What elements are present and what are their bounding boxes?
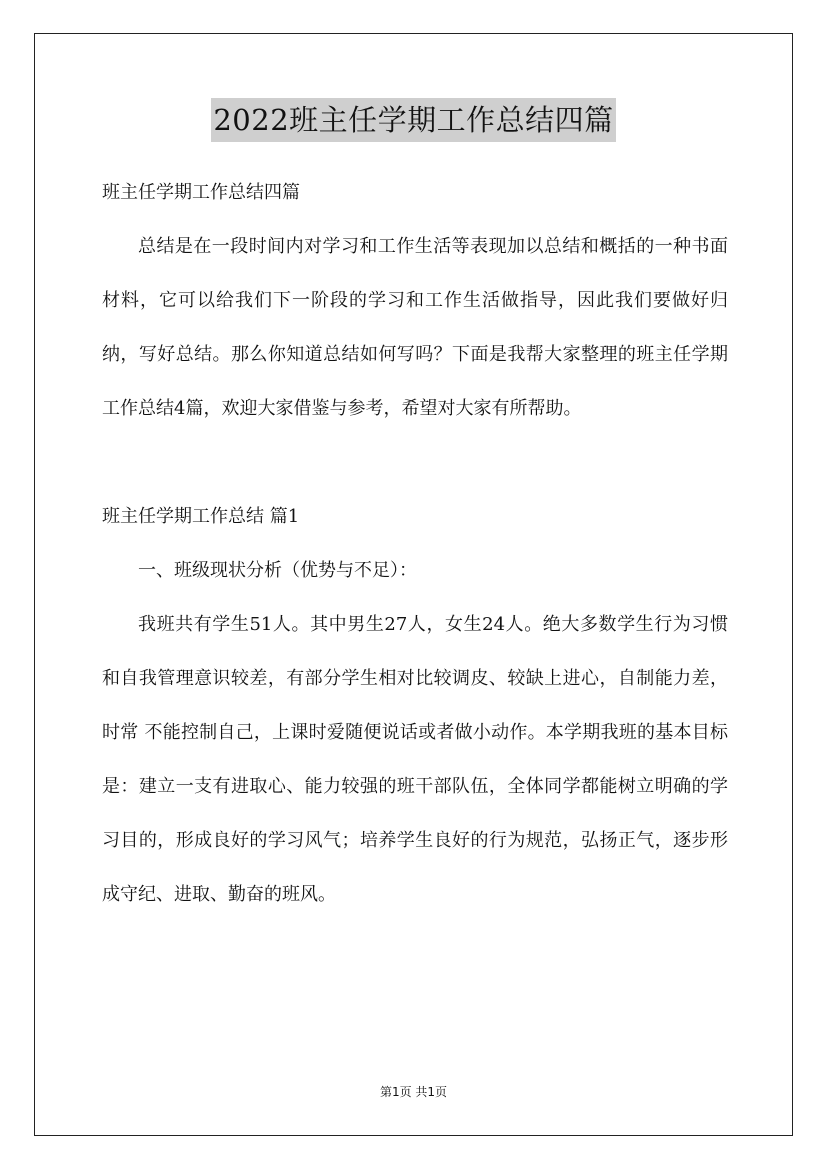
page-footer: 第1页 共1页 [379,1085,448,1099]
body-paragraph: 我班共有学生51人。其中男生27人，女生24人。绝大多数学生行为习惯和自我管理意识较差，有部分学生相对比较调皮、较缺上进心，自制能力差，时常 不能控制自己，上课时爱随便说话或者做小动作。本学期我班的基本目标是：建立一支有进取心、能力较强的班干部队伍，全体同学都能树立明确的学习目的，形成良好的学习风气；培养学生良好的行为规范，弘扬正气，逐步形成守纪、进取、勤奋的班风。 [102,614,728,905]
document-title: 2022班主任学期工作总结四篇 [211,98,615,142]
document-body [102,166,728,922]
title-container [0,98,827,142]
subsection-heading: 一、班级现状分析（优势与不足）： [138,560,417,581]
intro-paragraph: 总结是在一段时间内对学习和工作生活等表现加以总结和概括的一种书面材料，它可以给我们下一阶段的学习和工作生活做指导，因此我们要做好归纳，写好总结。那么你知道总结如何写吗？下面是我帮大家整理的班主任学期工作总结4篇，欢迎大家借鉴与参考，希望对大家有所帮助。 [102,236,728,419]
document-subtitle: 班主任学期工作总结四篇 [102,182,300,203]
paragraph-spacer [102,436,728,490]
section-heading: 班主任学期工作总结 篇1 [102,506,300,527]
